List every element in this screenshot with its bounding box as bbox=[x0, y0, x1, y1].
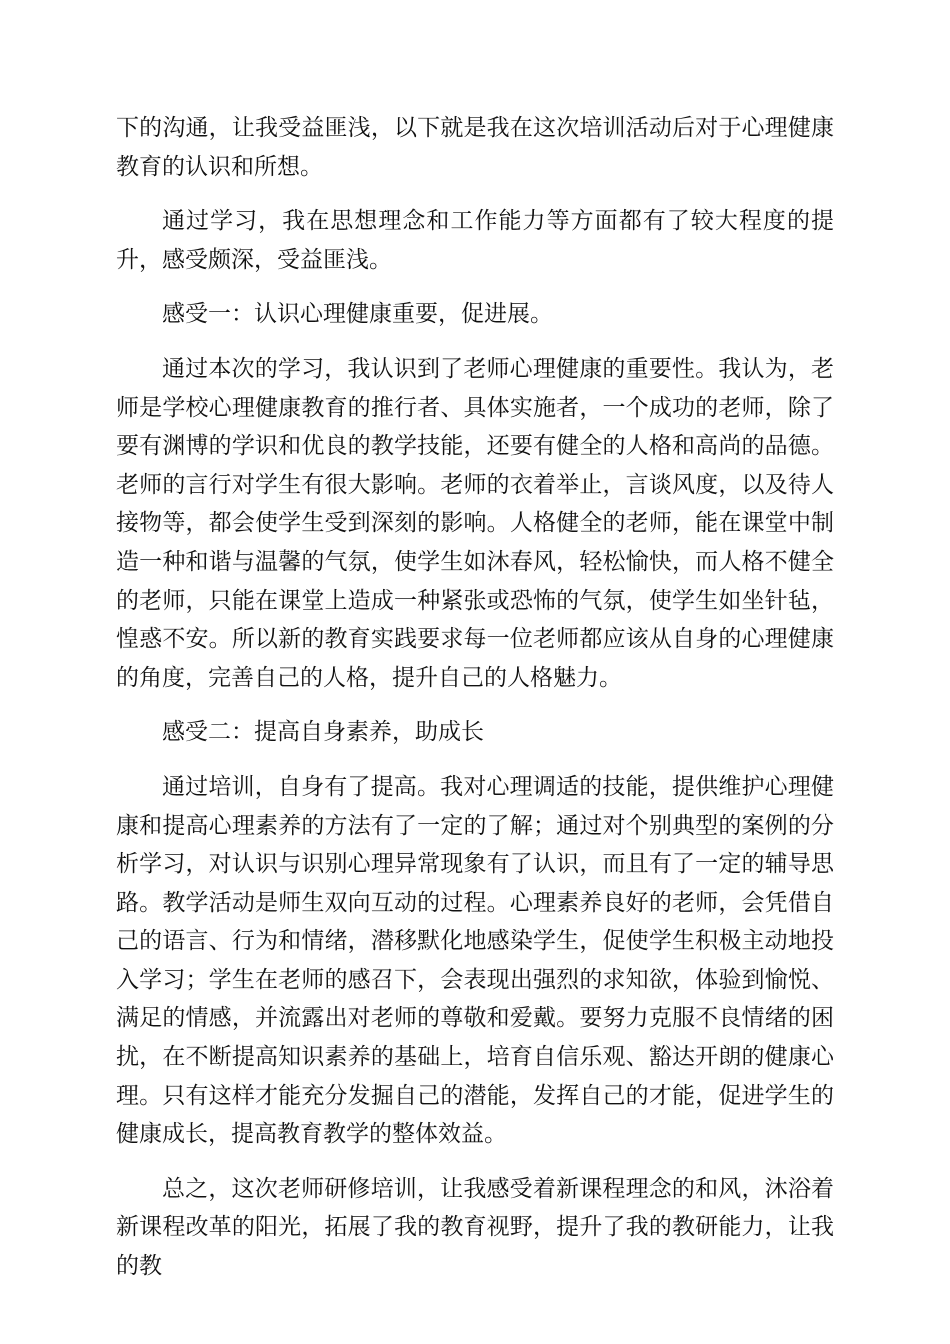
heading-feeling-two: 感受二：提高自身素养，助成长 bbox=[162, 719, 484, 746]
paragraph-conclusion: 总之，这次老师研修培训，让我感受着新课程理念的和风，沐浴着新课程改革的阳光，拓展了我的教育视野，提升了我的教研能力，让我的教 bbox=[116, 1175, 834, 1280]
document-page bbox=[116, 109, 834, 1302]
paragraph-self-improvement: 通过培训，自身有了提高。我对心理调适的技能，提供维护心理健康和提高心理素养的方法有了一定的了解；通过对个别典型的案例的分析学习，对认识与识别心理异常现象有了认识，而且有了一定的辅导思路。教学活动是师生双向互动的过程。心理素养良好的老师，会凭借自己的语言、行为和情绪，潜移默化地感染学生，促使学生积极主动地投入学习；学生在老师的感召下，会表现出强烈的求知欲，体验到愉悦、满足的情感，并流露出对老师的尊敬和爱戴。要努力克服不良情绪的困扰，在不断提高知识素养的基础上，培育自信乐观、豁达开朗的健康心理。只有这样才能充分发掘自己的潜能，发挥自己的才能，促进学生的健康成长，提高教育教学的整体效益。 bbox=[116, 773, 834, 1148]
paragraph-teacher-mental-health: 通过本次的学习，我认识到了老师心理健康的重要性。我认为，老师是学校心理健康教育的推行者、具体实施者，一个成功的老师，除了要有渊博的学识和优良的教学技能，还要有健全的人格和高尚的品德。老师的言行对学生有很大影响。老师的衣着举止，言谈风度，以及待人接物等，都会使学生受到深刻的影响。人格健全的老师，能在课堂中制造一种和谐与温馨的气氛，使学生如沐春风，轻松愉快，而人格不健全的老师，只能在课堂上造成一种紧张或恐怖的气氛，使学生如坐针毡，惶惑不安。所以新的教育实践要求每一位老师都应该从自身的心理健康的角度，完善自己的人格，提升自己的人格魅力。 bbox=[116, 355, 834, 691]
paragraph-learning-gains: 通过学习，我在思想理念和工作能力等方面都有了较大程度的提升，感受颇深，受益匪浅。 bbox=[116, 208, 834, 273]
paragraph-continuation: 下的沟通，让我受益匪浅，以下就是我在这次培训活动后对于心理健康教育的认识和所想。 bbox=[116, 115, 834, 180]
heading-feeling-one: 感受一：认识心理健康重要，促进展。 bbox=[162, 301, 553, 328]
